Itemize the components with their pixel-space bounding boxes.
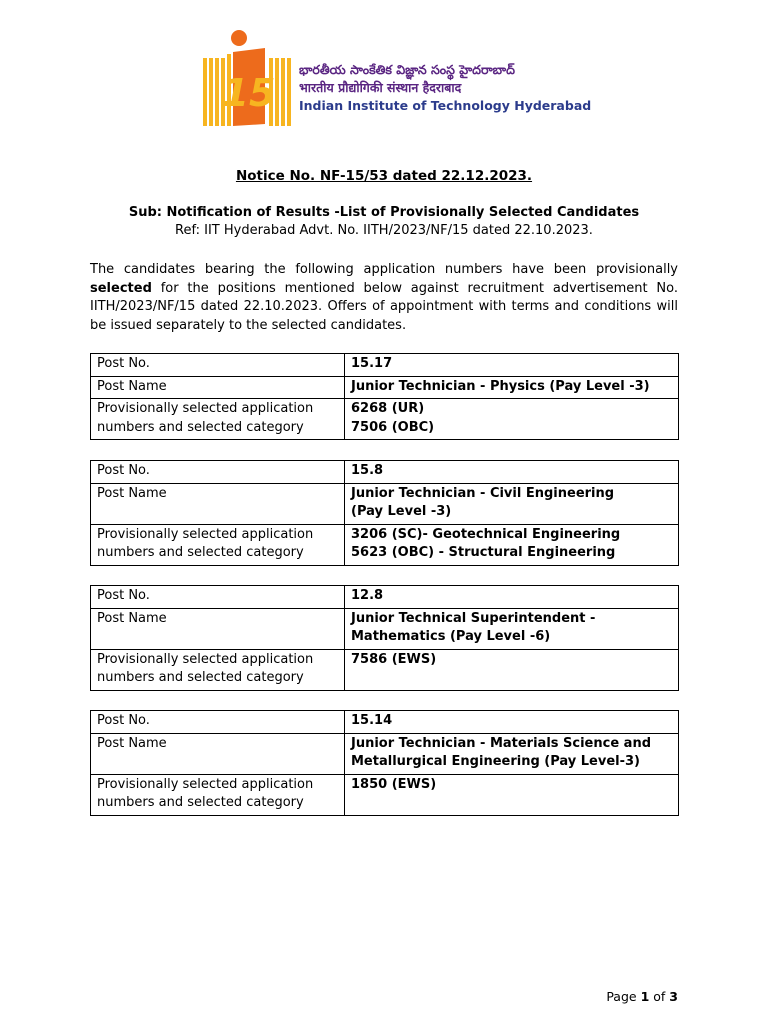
selected-label-line: Provisionally selected application [97,776,314,792]
post-no-value: 15.8 [345,461,679,484]
intro-text-after: for the positions mentioned below against recruitment advertisement No. IITH/2023/NF/15 dated 22.10.2023. Offers of appointment with terms and conditions will be issued separately to the selected candidates. [90,280,678,333]
selected-candidate: 1850 (EWS) [351,776,437,792]
post-name-value [345,376,679,399]
post-name-line: Junior Technician - Physics (Pay Level -3) [351,378,650,394]
selected-candidates-value [345,774,679,815]
table-row [91,586,679,609]
selected-candidate: 6268 (UR) [351,401,425,416]
table-row [91,524,679,565]
post-table [90,460,679,566]
institute-name-telugu: భారతీయ సాంకేతిక విజ్ఞాన సంస్థ హైదరాబాద్ [299,62,515,77]
post-no-label: Post No. [91,354,345,377]
page-number [606,989,678,1004]
selected-label-line: Provisionally selected application [97,401,314,416]
selected-candidate: 7586 (EWS) [351,651,437,667]
post-no-value: 12.8 [345,586,679,609]
intro-text-bold: selected [90,280,152,296]
intro-paragraph [90,261,678,335]
selected-label [91,399,345,440]
intro-text-before: The candidates bearing the following application numbers have been provisionally [90,262,678,277]
selected-label-line: numbers and selected category [97,545,304,560]
page-word: Page [606,989,637,1004]
current-page: 1 [640,989,650,1004]
institute-header [203,28,592,128]
post-no-label: Post No. [91,461,345,484]
post-name-value [345,733,679,774]
post-no-label: Post No. [91,586,345,609]
selected-label [91,774,345,815]
selected-label [91,649,345,690]
post-table [90,585,679,691]
post-no-value: 15.17 [345,354,679,377]
post-name-label: Post Name [91,733,345,774]
table-row [91,774,679,815]
institute-name-english: Indian Institute of Technology Hyderabad [299,98,592,113]
post-name-line: Junior Technician - Civil Engineering [351,485,615,501]
table-row [91,461,679,484]
selected-label-line: numbers and selected category [97,670,304,685]
post-name-label: Post Name [91,608,345,649]
iith-15-years-logo-icon [203,28,295,128]
table-row [91,354,679,377]
selected-label-line: numbers and selected category [97,795,304,810]
table-row [91,733,679,774]
post-name-label: Post Name [91,376,345,399]
selected-candidate: 5623 (OBC) - Structural Engineering [351,545,616,560]
table-row [91,376,679,399]
logo-number: 15 [222,71,276,115]
table-row [91,649,679,690]
selected-candidates-value [345,649,679,690]
selected-label-line: Provisionally selected application [97,526,314,542]
post-name-line: Metallurgical Engineering (Pay Level-3) [351,754,641,769]
notice-number: Notice No. NF-15/53 dated 22.12.2023. [235,168,533,184]
post-name-line: Mathematics (Pay Level -6) [351,629,551,644]
notice-reference: Ref: IIT Hyderabad Advt. No. IITH/2023/NF/15 dated 22.10.2023. [175,223,593,238]
total-pages: 3 [669,989,678,1004]
notice-subject: Sub: Notification of Results -List of Provisionally Selected Candidates [128,205,640,220]
post-table [90,353,679,440]
post-name-value [345,608,679,649]
selected-candidates-value [345,399,679,440]
post-name-line: Junior Technical Superintendent - [351,610,596,626]
post-name-label: Post Name [91,483,345,524]
selected-candidate: 7506 (OBC) [351,419,435,435]
table-row [91,711,679,734]
selected-label [91,524,345,565]
post-table [90,710,679,816]
institute-name-block [299,61,591,115]
selected-candidates-value [345,524,679,565]
selected-candidate: 3206 (SC)- Geotechnical Engineering [351,526,621,542]
selected-label-line: Provisionally selected application [97,651,314,667]
table-row [91,483,679,524]
post-name-line: (Pay Level -3) [351,504,452,519]
table-row [91,399,679,440]
post-name-line: Junior Technician - Materials Science and [351,735,652,751]
of-word: of [653,989,666,1004]
institute-name-hindi: भारतीय प्रौद्योगिकी संस्थान हैदराबाद [299,80,462,95]
post-name-value [345,483,679,524]
post-no-value: 15.14 [345,711,679,734]
table-row [91,608,679,649]
post-no-label: Post No. [91,711,345,734]
selected-label-line: numbers and selected category [97,419,304,435]
